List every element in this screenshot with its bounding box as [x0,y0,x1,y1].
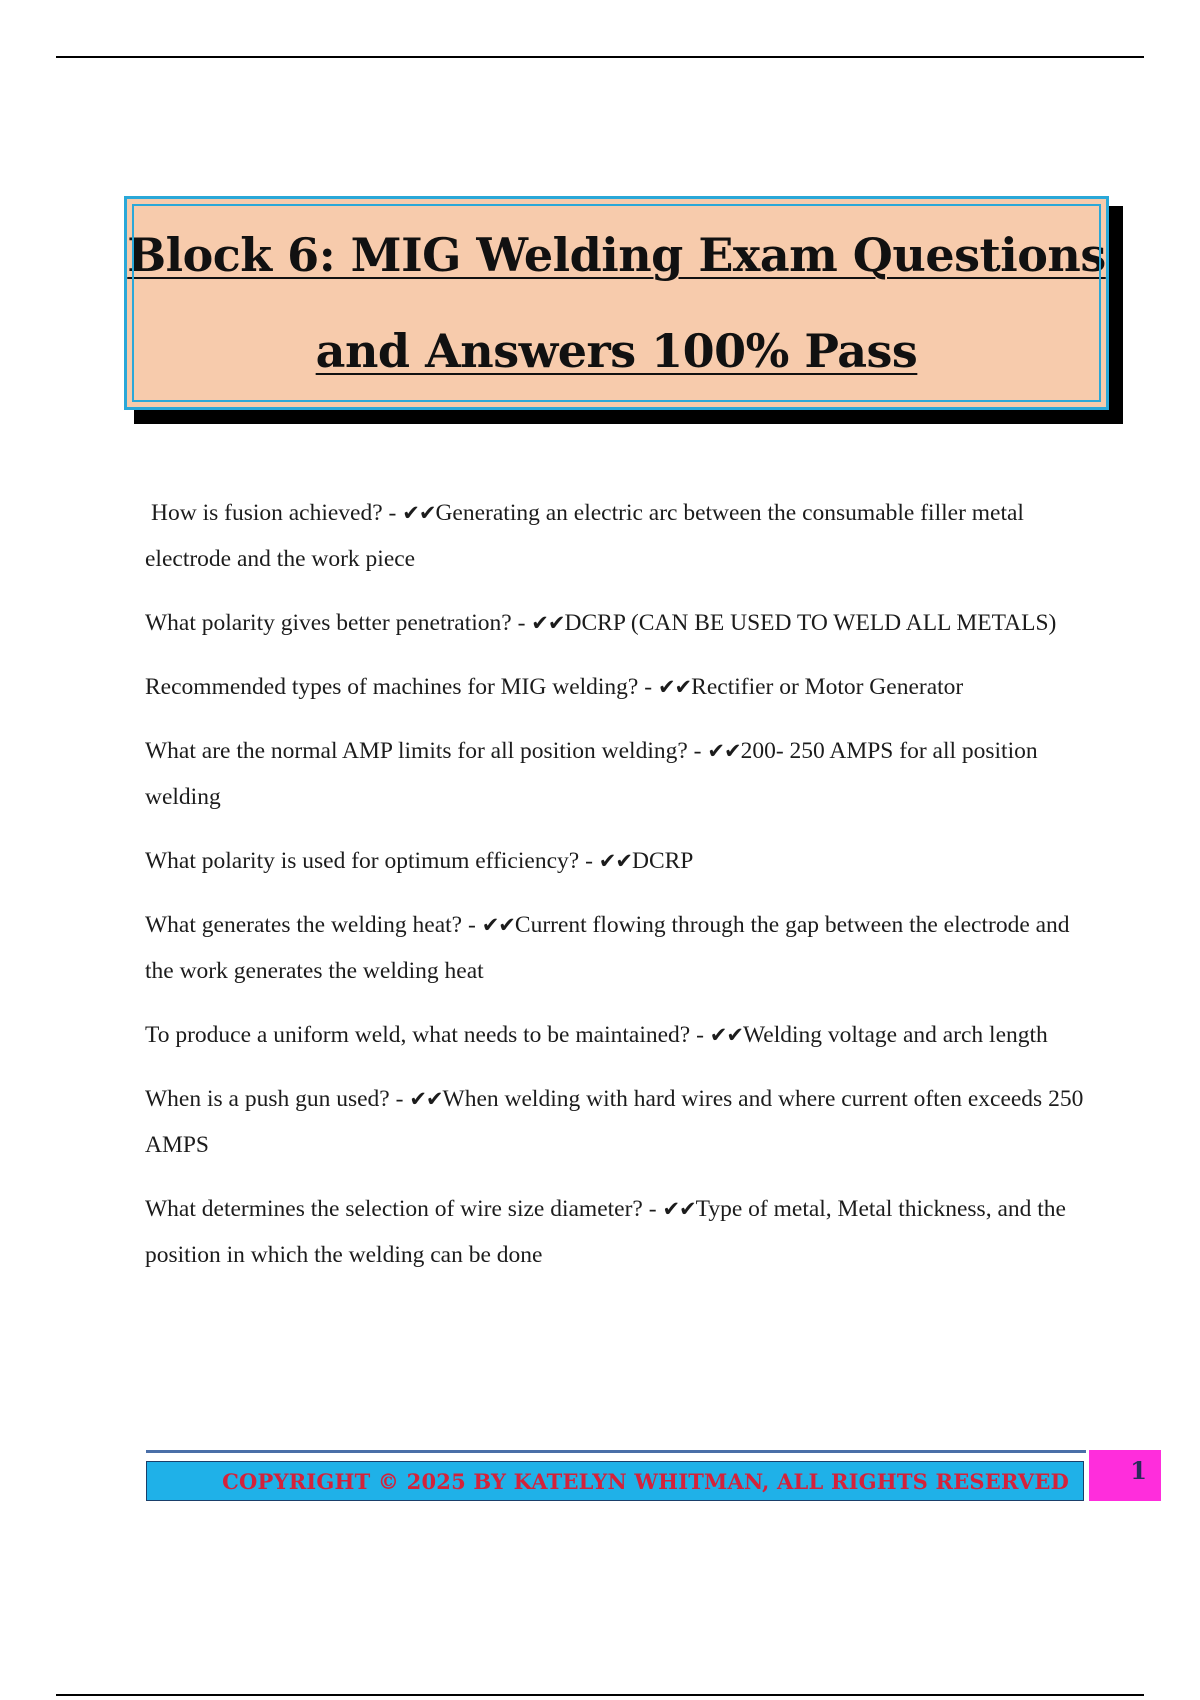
answer-text: Welding voltage and arch length [742,1022,1048,1048]
double-check-icon: ✔✔ [531,611,565,635]
qa-item [145,902,1095,994]
double-check-icon: ✔✔ [707,739,741,763]
question-text: What polarity is used for optimum efficiency? - [145,848,599,874]
qa-item [145,490,1095,582]
qa-list [145,490,1095,1296]
double-check-icon: ✔✔ [657,675,692,699]
question-text: What are the normal AMP limits for all position welding? - [145,738,708,764]
qa-item [145,1076,1095,1168]
answer-text: DCRP [631,848,694,874]
question-text: What generates the welding heat? - [145,912,482,938]
double-check-icon: ✔✔ [662,1197,696,1221]
page-number: 1 [1130,1456,1147,1485]
title-line-2: and Answers 100% Pass [315,324,918,378]
title-box [124,196,1109,410]
double-check-icon: ✔✔ [481,913,515,937]
bottom-rule [56,1694,1144,1696]
double-check-icon: ✔✔ [709,1023,743,1047]
qa-item [145,1186,1095,1278]
top-rule [56,56,1144,58]
question-text: How is fusion achieved? - [151,500,403,526]
answer-text: Type of metal, Metal thickness, and the position in which the welding can be done [145,1196,1066,1268]
answer-text: When welding with hard wires and where current often exceeds 250 AMPS [145,1086,1084,1158]
qa-item [145,1012,1095,1058]
double-check-icon: ✔✔ [402,501,436,525]
footer-rule [146,1450,1086,1453]
question-text: What determines the selection of wire size diameter? - [145,1196,663,1222]
copyright-text: COPYRIGHT © 2025 BY KATELYN WHITMAN, ALL RIGHTS RESERVED [222,1469,1069,1494]
question-text: When is a push gun used? - [145,1086,410,1112]
answer-text: 200- 250 AMPS for all position welding [145,738,1038,810]
question-text: Recommended types of machines for MIG welding? - [145,674,658,700]
page-number-badge [1089,1450,1161,1501]
qa-item [145,728,1095,820]
double-check-icon: ✔✔ [409,1087,443,1111]
question-text: What polarity gives better penetration? - [145,610,532,636]
answer-text: Current flowing through the gap between the electrode and the work generates the welding heat [145,912,1070,984]
footer-bar [146,1461,1084,1501]
answer-text: Generating an electric arc between the consumable filler metal electrode and the work piece [145,500,1024,572]
qa-item [145,838,1095,884]
question-text: To produce a uniform weld, what needs to be maintained? - [145,1022,710,1048]
double-check-icon: ✔✔ [598,849,632,873]
document-title [127,207,1106,399]
answer-text: DCRP (CAN BE USED TO WELD ALL METALS) [564,610,1057,636]
answer-text: Rectifier or Motor Generator [691,674,964,700]
qa-item [145,600,1095,646]
qa-item [145,664,1095,710]
title-line-1: Block 6: MIG Welding Exam Questions [127,228,1106,282]
